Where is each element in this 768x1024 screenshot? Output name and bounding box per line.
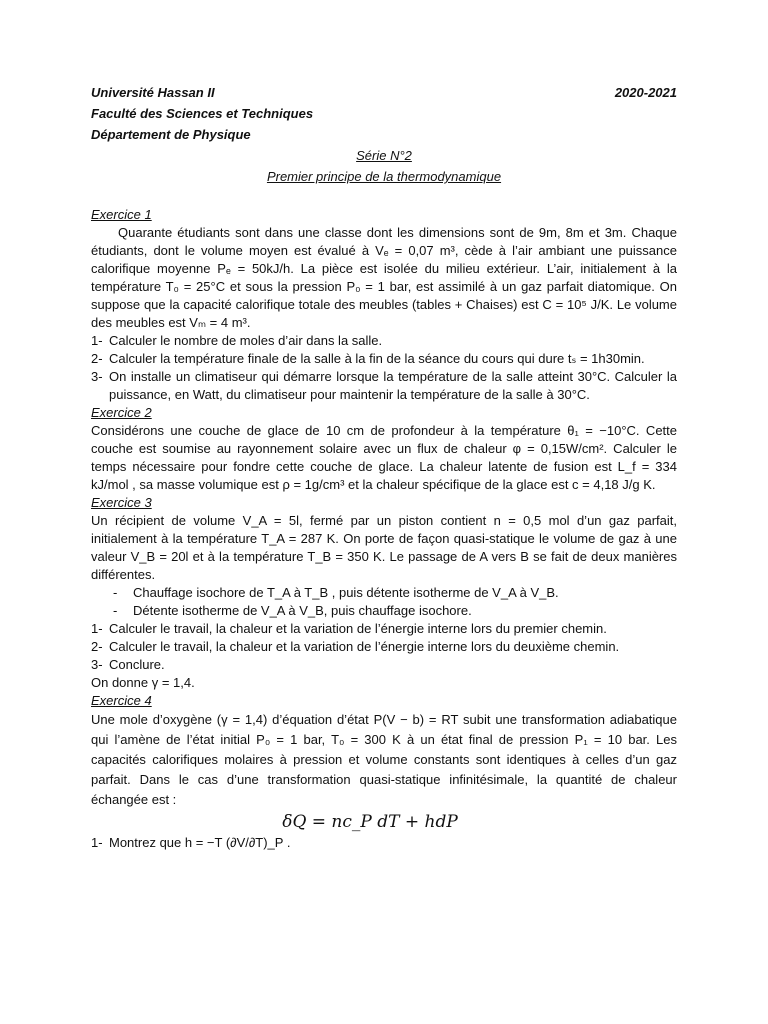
exercise-4-statement: Une mole d’oxygène (γ = 1,4) d’équation d’état P(V − b) = RT subit une transformation adiabatique qui l’amène de l’état initial P₀ = 1 bar, T₀ = 300 K à un état final de pression P₁ = 10 bar. Les capacités calorifiques molaires à pression et volume constants sont identiques à celles d’un gaz parfait. Dans le cas d’une transformation quasi-statique infinitésimale, la quantité de chaleur échangée est : [91, 712, 677, 807]
academic-year: 2020-2021 [614, 85, 677, 100]
exercise-3-question-2: 2- Calculer le travail, la chaleur et la variation de l’énergie interne lors du deuxième chemin. [91, 639, 620, 654]
exercise-sheet [91, 84, 677, 852]
university-name: Université Hassan II [91, 85, 215, 100]
exercise-4-question-1: 1- Montrez que h = −T (∂V/∂T)_P . [91, 835, 291, 850]
exercise-3-path-2: - Détente isotherme de V_A à V_B, puis chauffage isochore. [113, 603, 472, 618]
exercise-1-question-3: 3- On installe un climatiseur qui démarre lorsque la température de la salle atteint 30°C. Calculer la puissance, en Watt, du climatiseur pour maintenir la température de la salle à 30°C. [91, 369, 677, 402]
series-title: Série N°2 [356, 148, 412, 163]
exercise-3-statement: Un récipient de volume V_A = 5l, fermé par un piston contient n = 0,5 mol d’un gaz parfait, initialement à la température T_A = 287 K. On porte de façon quasi-statique le volume de gaz à une valeur V_B = 20l et à la température T_B = 350 K. Le passage de A vers B se fait de deux manières différentes. [91, 513, 677, 582]
exercise-1-statement: Quarante étudiants sont dans une classe dont les dimensions sont de 9m, 8m et 3m. Chaque étudiants, dont le volume moyen est évalué à Vₑ = 0,07 m³, cède à l’air ambiant une puissance calorifique moyenne Pₑ = 50kJ/h. La pièce est isolée du milieu extérieur. L’air, initialement à la température T₀ = 25°C et sous la pression P₀ = 1 bar, est assimilé à un gaz parfait diatomique. On suppose que la capacité calorifique totale des meubles (tables + Chaises) est C = 10⁵ J/K. Le volume des meubles est Vₘ = 4 m³. [91, 225, 677, 330]
header-top-line [91, 84, 677, 105]
exercise-2-statement: Considérons une couche de glace de 10 cm de profondeur à la température θ₁ = −10°C. Cette couche est soumise au rayonnement solaire avec un flux de chaleur φ = 0,15W/cm². Calculer le temps nécessaire pour fondre cette couche de glace. La chaleur latente de fusion est L_f = 334 kJ/mol , sa masse volumique est ρ = 1g/cm³ et la chaleur spécifique de la glace est c = 4,18 J/g K. [91, 423, 677, 492]
exercise-3-path-1: - Chauffage isochore de T_A à T_B , puis détente isotherme de V_A à V_B. [113, 585, 559, 600]
exercise-3-given: On donne γ = 1,4. [91, 675, 195, 690]
exercise-1-title: Exercice 1 [91, 207, 152, 222]
exercise-1-question-1: 1- Calculer le nombre de moles d’air dans la salle. [91, 333, 383, 348]
subject-title: Premier principe de la thermodynamique [266, 169, 502, 184]
heat-equation: δQ = nc_P dT + hdP [282, 812, 458, 832]
exercise-3-title: Exercice 3 [91, 495, 152, 510]
exercise-3-question-3: 3- Conclure. [91, 657, 165, 672]
exercise-2-title: Exercice 2 [91, 405, 152, 420]
exercise-3-question-1: 1- Calculer le travail, la chaleur et la variation de l’énergie interne lors du premier chemin. [91, 621, 607, 636]
exercise-1-question-2: 2- Calculer la température finale de la salle à la fin de la séance du cours qui dure tₛ = 1h30min. [91, 351, 645, 366]
faculty-name: Faculté des Sciences et Techniques [91, 106, 314, 121]
department-name: Département de Physique [91, 127, 251, 142]
exercise-4-title: Exercice 4 [91, 693, 152, 708]
